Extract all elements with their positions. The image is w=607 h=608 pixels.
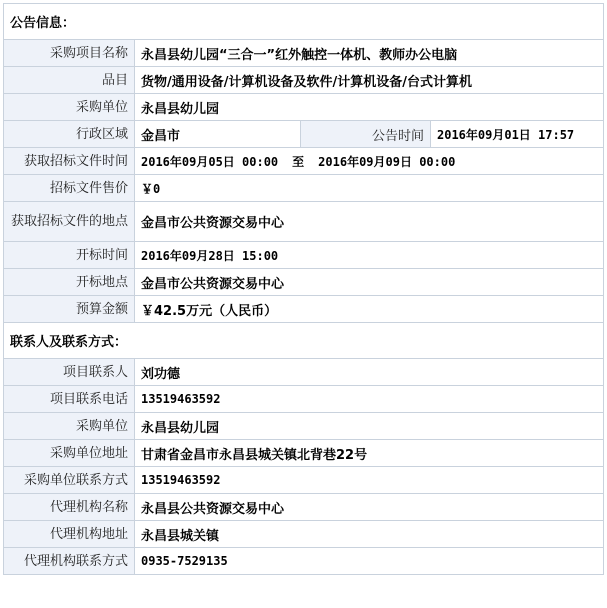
budget-value: ￥42.5万元（人民币） <box>135 296 604 323</box>
purchaser-phone-label: 采购单位联系方式 <box>4 467 135 494</box>
purchaser-phone-value: 13519463592 <box>135 467 604 494</box>
announce-time-value: 2016年09月01日 17:57 <box>431 121 604 148</box>
purchaser-address-label: 采购单位地址 <box>4 440 135 467</box>
project-contact-value: 刘功德 <box>135 359 604 386</box>
purchaser-value: 永昌县幼儿园 <box>135 94 604 121</box>
doc-time-separator: 至 <box>292 154 305 169</box>
agency-name-label: 代理机构名称 <box>4 494 135 521</box>
open-time-value: 2016年09月28日 15:00 <box>135 242 604 269</box>
doc-price-label: 招标文件售价 <box>4 175 135 202</box>
open-location-label: 开标地点 <box>4 269 135 296</box>
purchaser-address-value: 甘肃省金昌市永昌县城关镇北背巷22号 <box>135 440 604 467</box>
agency-address-value: 永昌县城关镇 <box>135 521 604 548</box>
agency-phone-label: 代理机构联系方式 <box>4 548 135 575</box>
project-phone-value: 13519463592 <box>135 386 604 413</box>
agency-address-label: 代理机构地址 <box>4 521 135 548</box>
project-contact-label: 项目联系人 <box>4 359 135 386</box>
budget-label: 预算金额 <box>4 296 135 323</box>
doc-time-label: 获取招标文件时间 <box>4 148 135 175</box>
region-label: 行政区域 <box>4 121 135 148</box>
contacts-section-title: 联系人及联系方式： <box>4 323 604 359</box>
category-value: 货物/通用设备/计算机设备及软件/计算机设备/台式计算机 <box>135 67 604 94</box>
announcement-table <box>3 3 604 575</box>
region-value: 金昌市 <box>135 121 301 148</box>
doc-time-end: 2016年09月09日 00:00 <box>318 154 456 169</box>
contact-purchaser-label: 采购单位 <box>4 413 135 440</box>
category-label: 品目 <box>4 67 135 94</box>
agency-phone-value: 0935-7529135 <box>135 548 604 575</box>
purchaser-label: 采购单位 <box>4 94 135 121</box>
project-name-label: 采购项目名称 <box>4 40 135 67</box>
doc-location-value: 金昌市公共资源交易中心 <box>135 202 604 242</box>
open-location-value: 金昌市公共资源交易中心 <box>135 269 604 296</box>
agency-name-value: 永昌县公共资源交易中心 <box>135 494 604 521</box>
announcement-section-title: 公告信息： <box>4 4 604 40</box>
project-name-value: 永昌县幼儿园“三合一”红外触控一体机、教师办公电脑 <box>135 40 604 67</box>
announce-time-label: 公告时间 <box>301 121 431 148</box>
doc-time-value <box>135 148 604 175</box>
contact-purchaser-value: 永昌县幼儿园 <box>135 413 604 440</box>
doc-location-label: 获取招标文件的地点 <box>4 202 135 242</box>
doc-time-start: 2016年09月05日 00:00 <box>141 154 279 169</box>
open-time-label: 开标时间 <box>4 242 135 269</box>
project-phone-label: 项目联系电话 <box>4 386 135 413</box>
doc-price-value: ￥0 <box>135 175 604 202</box>
